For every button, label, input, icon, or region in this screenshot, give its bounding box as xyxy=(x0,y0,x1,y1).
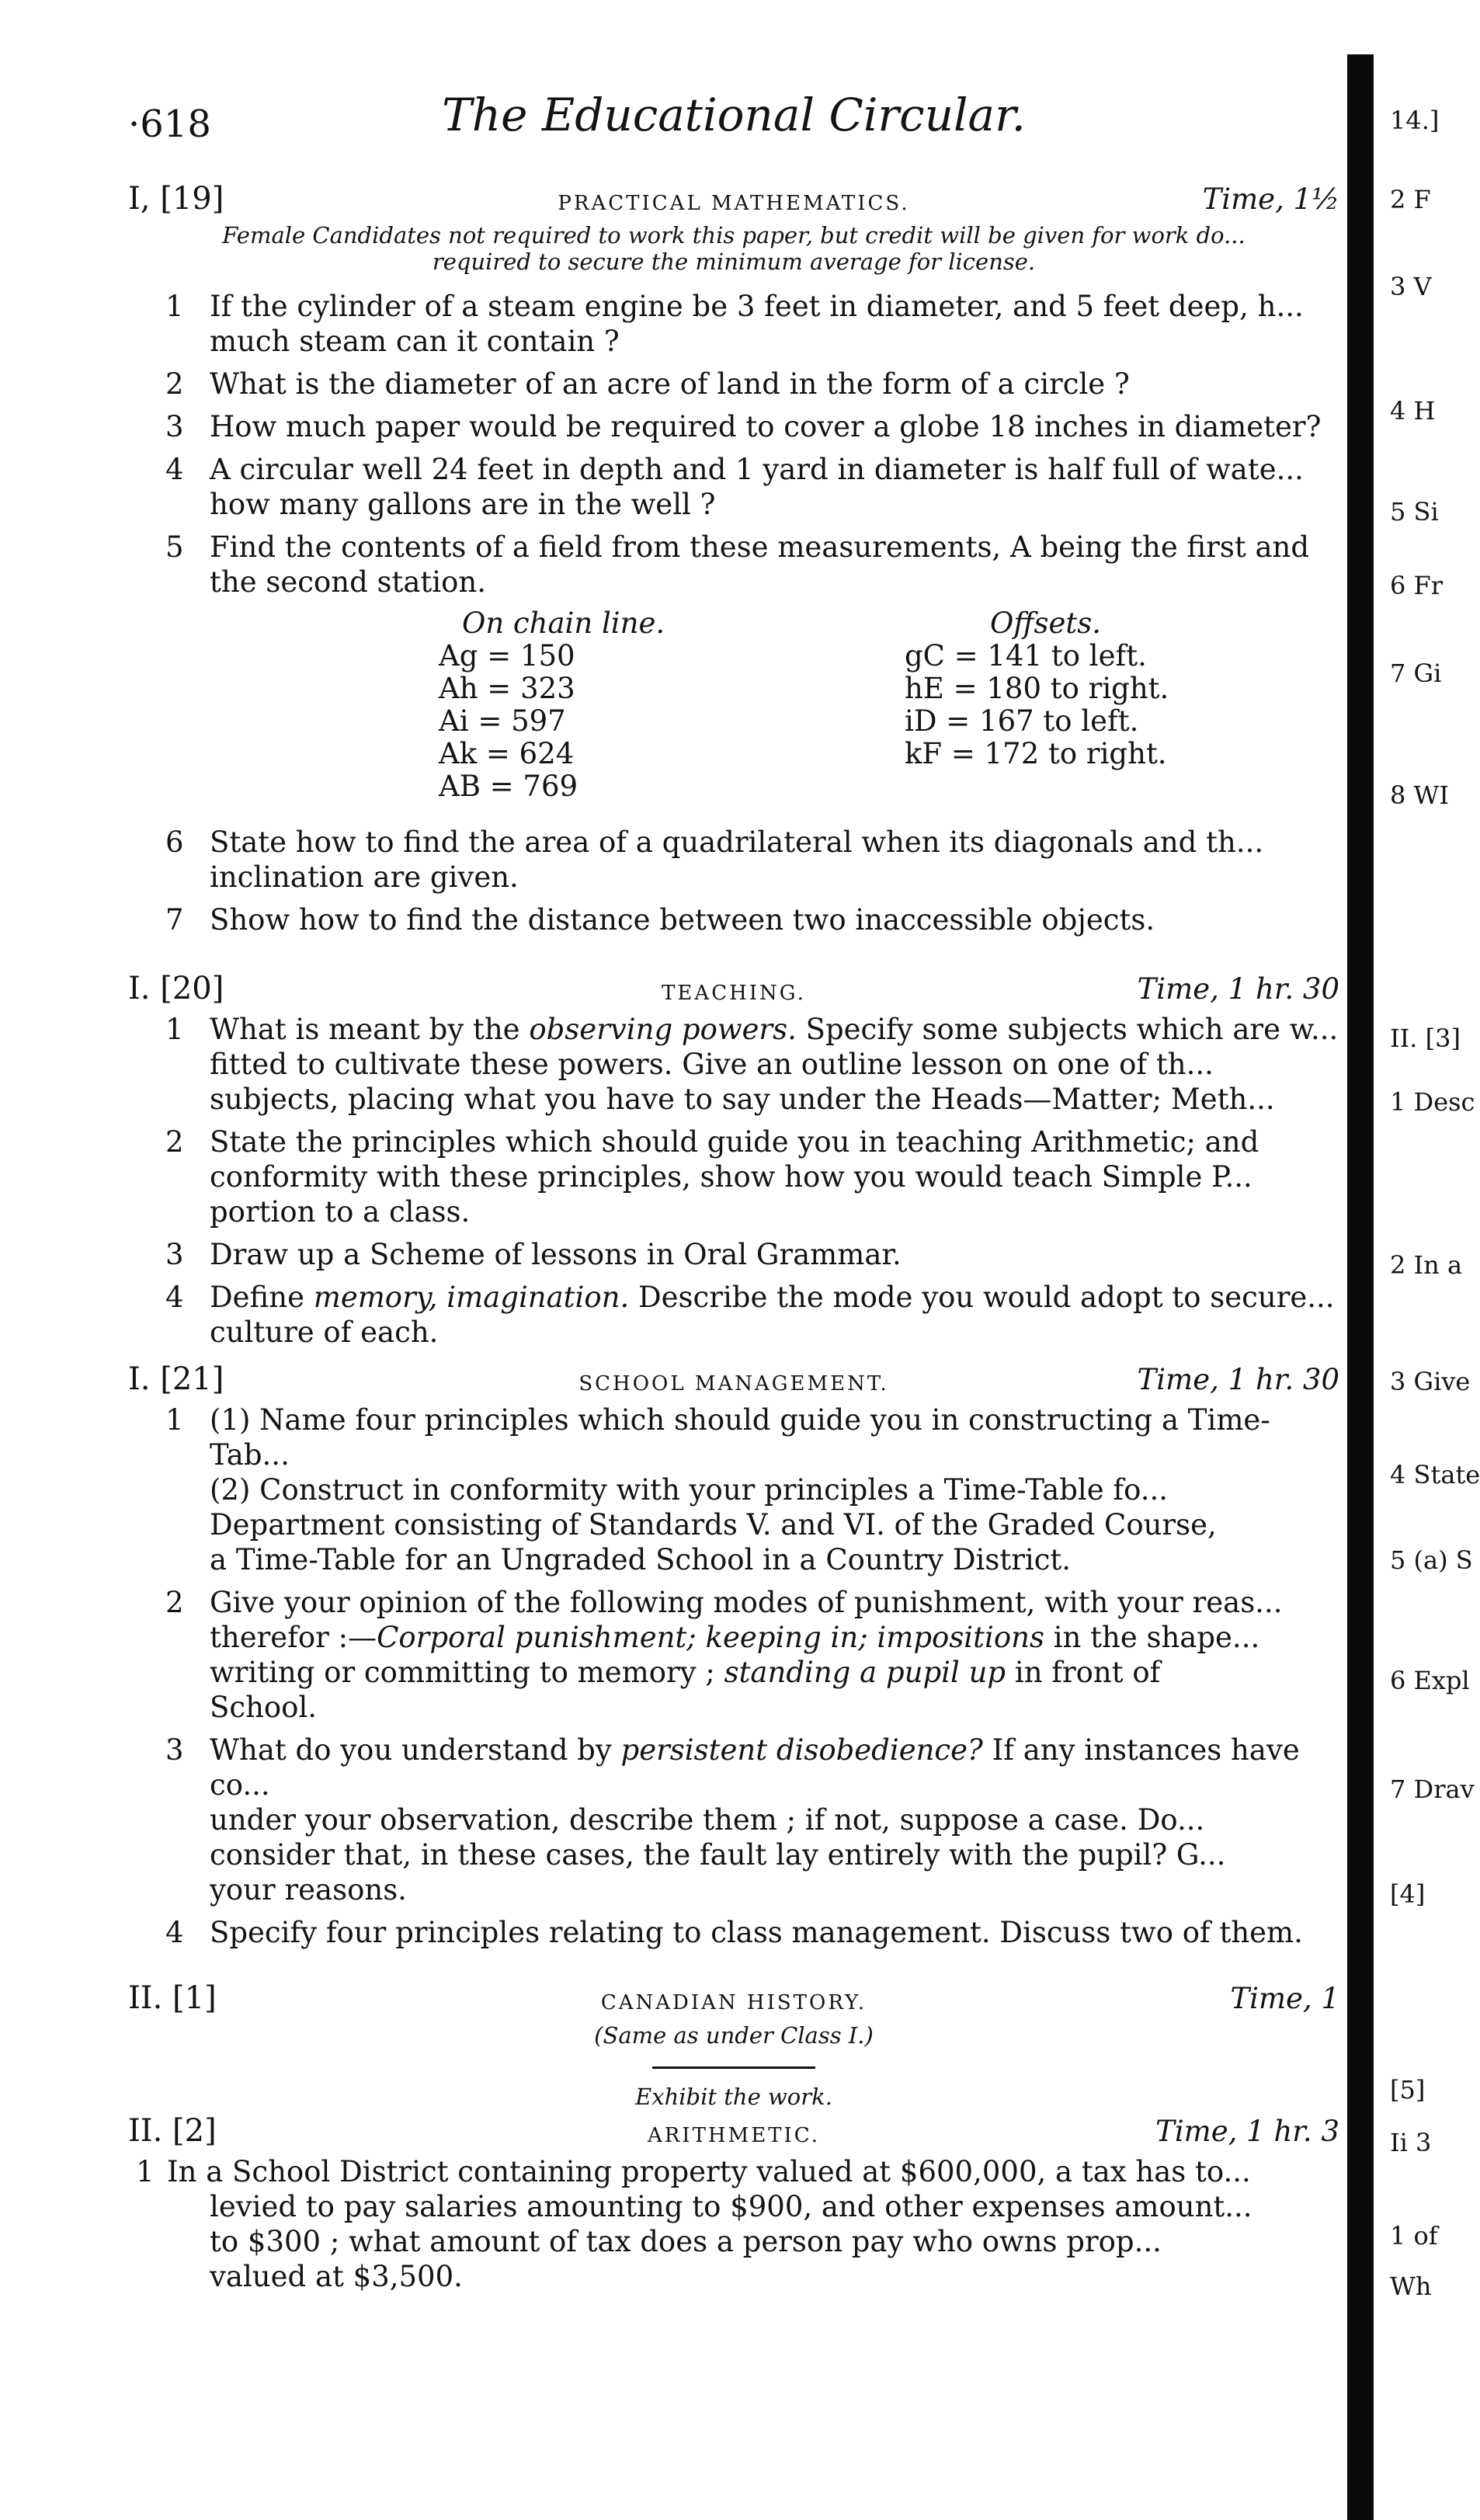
offset-entry: kF = 172 to right. xyxy=(905,737,1167,770)
same-as-class-note: (Same as under Class I.) xyxy=(594,2022,874,2049)
question-item xyxy=(128,1012,1339,1117)
adjacent-page-edge xyxy=(1390,0,1480,2520)
question-text: Find the contents of a field from these measurements, A being the first and xyxy=(210,530,1310,564)
question-item xyxy=(128,289,1339,359)
chain-line-column xyxy=(439,640,578,803)
question-item xyxy=(128,902,1339,937)
edge-fragment: 8 WI xyxy=(1390,780,1450,810)
question-text: If the cylinder of a steam engine be 3 feet in diameter, and 5 feet deep, h... xyxy=(210,290,1304,323)
offset-entry: iD = 167 to left. xyxy=(905,704,1139,738)
female-candidates-note: Female Candidates not required to work this paper, but credit will be given for work do... required to secure the minimum average for license. xyxy=(222,222,1245,275)
question-item xyxy=(128,1915,1339,1950)
section-title: ARITHMETIC. xyxy=(647,2124,821,2147)
question-text: (1) Name four principles which should guide you in constructing a Time-Tab... xyxy=(210,1403,1270,1472)
edge-fragment: 4 State xyxy=(1390,1460,1480,1489)
question-item xyxy=(128,452,1339,522)
question-number: 1 xyxy=(165,290,184,323)
section-code: I, [19] xyxy=(128,181,224,217)
section-heading-practical-mathematics xyxy=(128,182,1339,222)
question-text: In a School District containing property valued at $600,000, a tax has to... xyxy=(167,2155,1251,2188)
question-text-continued: (2) Construct in conformity with your principles a Time-Table fo... xyxy=(210,1473,1168,1507)
page-number: ·618 xyxy=(128,103,211,146)
edge-fragment: 3 Give xyxy=(1390,1367,1471,1396)
question-text-continued: writing or committing to memory ; standing a pupil up in front of xyxy=(210,1656,1161,1689)
question-text-continued: how many gallons are in the well ? xyxy=(210,488,716,521)
exhibit-work-note: Exhibit the work. xyxy=(635,2084,832,2110)
section-code: I. [20] xyxy=(128,971,224,1006)
question-item xyxy=(128,1585,1339,1725)
edge-fragment: 2 F xyxy=(1390,185,1431,214)
question-text-continued: a Time-Table for an Ungraded School in a Country District. xyxy=(210,1543,1072,1576)
question-text: Give your opinion of the following modes of punishment, with your reas... xyxy=(210,1586,1283,1619)
journal-title: The Educational Circular. xyxy=(442,89,1026,141)
question-number: 3 xyxy=(165,410,184,443)
binding-shadow xyxy=(1347,54,1374,2520)
question-text-continued: under your observation, describe them ; if not, suppose a case. Do... xyxy=(210,1803,1205,1837)
question-item xyxy=(128,530,1339,600)
question-text: How much paper would be required to cover a globe 18 inches in diameter? xyxy=(210,410,1322,443)
question-number: 4 xyxy=(165,1916,184,1949)
question-number: 1 xyxy=(136,2155,155,2188)
chain-line-header: On chain line. xyxy=(462,607,665,640)
section-heading-arithmetic xyxy=(128,2114,1339,2154)
section-heading-teaching xyxy=(128,972,1339,1012)
offsets-header: Offsets. xyxy=(990,607,1102,640)
section-code: II. [1] xyxy=(128,1980,217,2016)
question-number: 7 xyxy=(165,903,184,937)
question-text-continued: subjects, placing what you have to say under the Heads—Matter; Meth... xyxy=(210,1083,1275,1116)
question-text-continued: portion to a class. xyxy=(210,1195,471,1229)
chain-entry: Ai = 597 xyxy=(439,704,566,738)
section-title: CANADIAN HISTORY. xyxy=(600,1991,867,2014)
question-text-continued: conformity with these principles, show how you would teach Simple P... xyxy=(210,1160,1252,1194)
section-time: Time, 1 hr. 30 xyxy=(1137,1363,1339,1396)
question-text-continued: to $300 ; what amount of tax does a person pay who owns prop... xyxy=(210,2225,1162,2258)
chain-entry: AB = 769 xyxy=(439,770,578,803)
offset-entry: hE = 180 to right. xyxy=(905,672,1169,705)
edge-fragment: 1 of xyxy=(1390,2221,1438,2251)
question-text-continued: valued at $3,500. xyxy=(210,2260,463,2293)
question-text-continued: inclination are given. xyxy=(210,860,519,894)
emphasis-text: persistent disobedience? xyxy=(620,1733,983,1767)
question-text: Draw up a Scheme of lessons in Oral Grammar. xyxy=(210,1238,902,1271)
question-number: 3 xyxy=(165,1238,184,1271)
question-text: Define memory, imagination. Describe the mode you would adopt to secure... xyxy=(210,1281,1335,1314)
question-text-continued: School. xyxy=(210,1691,318,1724)
section-time: Time, 1 hr. 3 xyxy=(1155,2115,1339,2148)
emphasis-text: Corporal punishment; keeping in; impositions xyxy=(377,1621,1044,1654)
question-number: 3 xyxy=(165,1733,184,1767)
question-text: What is meant by the observing powers. Specify some subjects which are w... xyxy=(210,1013,1339,1046)
question-item xyxy=(128,1403,1339,1577)
question-text: What do you understand by persistent disobedience? If any instances have co... xyxy=(210,1733,1300,1802)
section-time: Time, 1 xyxy=(1230,1982,1339,2015)
question-number: 4 xyxy=(165,1281,184,1314)
section-title: SCHOOL MANAGEMENT. xyxy=(578,1372,889,1396)
question-number: 2 xyxy=(165,367,184,401)
section-time: Time, 1½ xyxy=(1202,182,1339,216)
emphasis-text: memory, imagination. xyxy=(313,1281,630,1314)
question-text-continued: Department consisting of Standards V. and VI. of the Graded Course, xyxy=(210,1508,1217,1542)
edge-fragment: 6 Expl xyxy=(1390,1666,1470,1695)
edge-fragment: 5 Si xyxy=(1390,497,1439,527)
chain-entry: Ak = 624 xyxy=(439,737,575,770)
section-time: Time, 1 hr. 30 xyxy=(1137,972,1339,1006)
question-text-continued: fitted to cultivate these powers. Give an outline lesson on one of th... xyxy=(210,1048,1214,1081)
edge-fragment: [4] xyxy=(1390,1879,1426,1909)
question-item xyxy=(128,409,1339,444)
chain-entry: Ah = 323 xyxy=(439,672,575,705)
question-number: 2 xyxy=(165,1125,184,1159)
main-column xyxy=(128,89,1339,2302)
question-number: 6 xyxy=(165,826,184,859)
question-text-continued: therefor :—Corporal punishment; keeping in; impositions in the shape... xyxy=(210,1621,1260,1654)
question-number: 4 xyxy=(165,453,184,486)
question-text-continued: much steam can it contain ? xyxy=(210,325,620,358)
question-text-continued: culture of each. xyxy=(210,1316,439,1349)
edge-fragment: II. [3] xyxy=(1390,1024,1461,1053)
edge-fragment: 3 V xyxy=(1390,272,1432,301)
question-item xyxy=(128,1280,1339,1350)
question-item xyxy=(128,825,1339,895)
question-item xyxy=(128,1733,1339,1907)
edge-fragment: Ii 3 xyxy=(1390,2128,1432,2157)
section-code: I. [21] xyxy=(128,1361,224,1397)
section-title: PRACTICAL MATHEMATICS. xyxy=(558,192,910,215)
question-text-continued: consider that, in these cases, the fault lay entirely with the pupil? G... xyxy=(210,1838,1226,1872)
field-measurements-table xyxy=(128,607,1339,817)
section-heading-canadian-history xyxy=(128,1981,1339,2021)
question-item xyxy=(128,1124,1339,1229)
question-number: 1 xyxy=(165,1403,184,1437)
edge-fragment: Wh xyxy=(1390,2271,1432,2301)
section-heading-school-management xyxy=(128,1362,1339,1403)
section-code: II. [2] xyxy=(128,2113,217,2149)
edge-fragment: 14.] xyxy=(1390,106,1440,135)
page-header xyxy=(128,89,1339,162)
question-text: A circular well 24 feet in depth and 1 yard in diameter is half full of wate... xyxy=(210,453,1304,486)
chain-entry: Ag = 150 xyxy=(439,639,575,673)
edge-fragment: 2 In a xyxy=(1390,1250,1463,1280)
offsets-column xyxy=(905,640,1169,770)
question-text: What is the diameter of an acre of land in the form of a circle ? xyxy=(210,367,1130,401)
edge-fragment: 1 Desc xyxy=(1390,1087,1475,1117)
edge-fragment: [5] xyxy=(1390,2075,1426,2105)
question-number: 2 xyxy=(165,1586,184,1619)
edge-fragment: 5 (a) S xyxy=(1390,1545,1473,1575)
question-text: Specify four principles relating to class management. Discuss two of them. xyxy=(210,1916,1303,1949)
question-text: State how to find the area of a quadrilateral when its diagonals and th... xyxy=(210,826,1264,859)
question-text-continued: levied to pay salaries amounting to $900, and other expenses amount... xyxy=(210,2190,1252,2223)
edge-fragment: 6 Fr xyxy=(1390,571,1444,600)
emphasis-text: observing powers. xyxy=(529,1013,797,1046)
edge-fragment: 4 H xyxy=(1390,396,1436,426)
question-text-continued: the second station. xyxy=(210,565,486,599)
section-divider xyxy=(652,2066,815,2069)
question-number: 1 xyxy=(165,1013,184,1046)
question-number: 5 xyxy=(165,530,184,564)
edge-fragment: 7 Drav xyxy=(1390,1774,1475,1804)
question-item xyxy=(128,1237,1339,1272)
question-text: Show how to find the distance between two inaccessible objects. xyxy=(210,903,1155,937)
emphasis-text: standing a pupil up xyxy=(724,1656,1006,1689)
question-item xyxy=(128,2154,1339,2294)
offset-entry: gC = 141 to left. xyxy=(905,639,1147,673)
question-text-continued: your reasons. xyxy=(210,1873,407,1907)
section-title: TEACHING. xyxy=(662,982,806,1005)
question-item xyxy=(128,367,1339,401)
question-text: State the principles which should guide you in teaching Arithmetic; and xyxy=(210,1125,1259,1159)
edge-fragment: 7 Gi xyxy=(1390,659,1442,688)
